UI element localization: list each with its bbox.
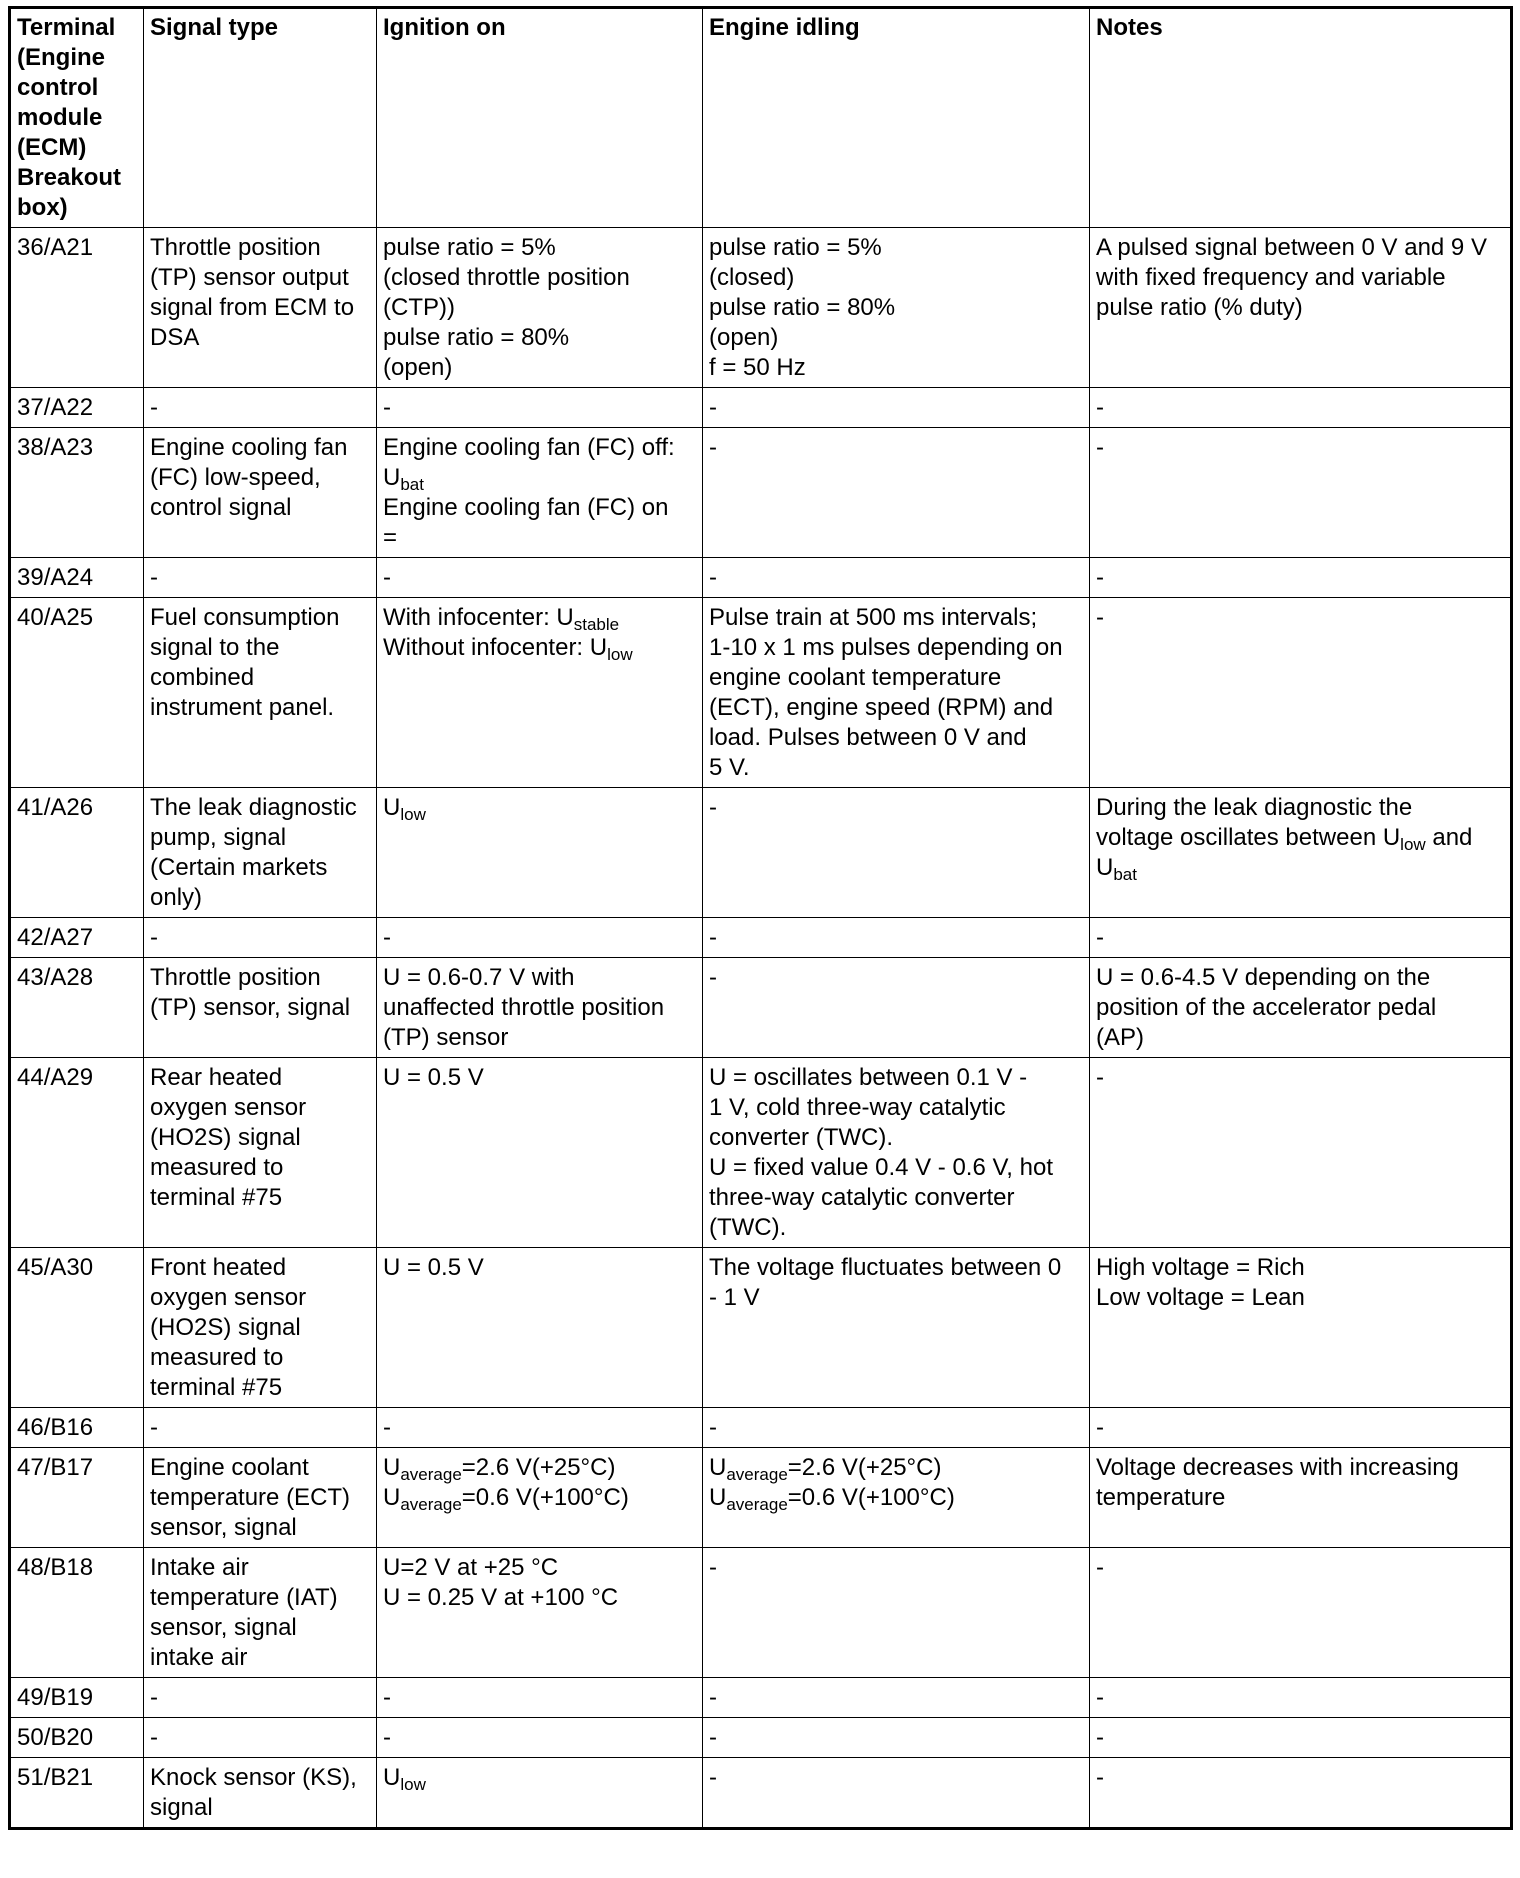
cell-signal-type xyxy=(144,1548,377,1678)
cell-line xyxy=(383,1483,696,1513)
cell-line: engine coolant temperature xyxy=(709,664,1002,691)
cell-line: - xyxy=(383,1684,391,1711)
cell-text: = xyxy=(383,524,398,551)
cell-line: - xyxy=(1096,1554,1104,1581)
cell-terminal: 49/B19 xyxy=(10,1678,144,1718)
cell-line: Intake air xyxy=(150,1554,249,1581)
cell-signal-type xyxy=(144,428,377,558)
cell-line: - 1 V xyxy=(709,1284,760,1311)
cell-notes xyxy=(1090,958,1512,1058)
cell-line: - xyxy=(709,1414,717,1441)
cell-terminal: 38/A23 xyxy=(10,428,144,558)
cell-text: U xyxy=(383,464,401,491)
cell-signal-type xyxy=(144,1408,377,1448)
cell-line: 1-10 x 1 ms pulses depending on xyxy=(709,634,1063,661)
cell-text: U xyxy=(709,1484,727,1511)
cell-signal-type xyxy=(144,1058,377,1248)
cell-line: temperature (ECT) xyxy=(150,1484,351,1511)
cell-notes xyxy=(1090,1248,1512,1408)
cell-engine-idling xyxy=(703,1548,1090,1678)
cell-line: signal from ECM to xyxy=(150,294,355,321)
cell-line: pulse ratio = 5% xyxy=(709,234,882,261)
cell-terminal: 46/B16 xyxy=(10,1408,144,1448)
cell-line: signal to the xyxy=(150,634,280,661)
cell-line: only) xyxy=(150,884,203,911)
cell-text: Engine cooling fan (FC) on xyxy=(383,494,669,521)
cell-notes xyxy=(1090,1058,1512,1248)
cell-terminal: 36/A21 xyxy=(10,228,144,388)
cell-notes xyxy=(1090,1548,1512,1678)
cell-terminal: 42/A27 xyxy=(10,918,144,958)
cell-signal-type xyxy=(144,228,377,388)
cell-signal-type xyxy=(144,1718,377,1758)
cell-line xyxy=(709,1453,1083,1483)
cell-line xyxy=(383,633,696,663)
cell-line: pulse ratio = 5% xyxy=(383,234,556,261)
cell-line: - xyxy=(1096,604,1104,631)
cell-line: - xyxy=(709,1724,717,1751)
cell-text: With infocenter: U xyxy=(383,604,574,631)
cell-line: U = 0.5 V xyxy=(383,1064,484,1091)
cell-line: - xyxy=(709,1684,717,1711)
subscript: low xyxy=(400,805,426,824)
cell-line: signal xyxy=(150,1794,213,1821)
cell-ignition-on xyxy=(377,1408,703,1448)
cell-line: U = 0.6-0.7 V with xyxy=(383,964,575,991)
cell-terminal: 48/B18 xyxy=(10,1548,144,1678)
cell-line: - xyxy=(383,1724,391,1751)
table-row xyxy=(10,228,1512,388)
table-row xyxy=(10,1448,1512,1548)
cell-text: U xyxy=(709,1454,727,1481)
subscript: average xyxy=(400,1465,462,1484)
table-row xyxy=(10,388,1512,428)
cell-line: DSA xyxy=(150,324,200,351)
table-row xyxy=(10,788,1512,918)
cell-line: (FC) low-speed, xyxy=(150,464,321,491)
cell-signal-type xyxy=(144,1248,377,1408)
table-row xyxy=(10,1548,1512,1678)
cell-line: (TP) sensor, signal xyxy=(150,994,351,1021)
cell-terminal: 47/B17 xyxy=(10,1448,144,1548)
subscript: average xyxy=(726,1495,788,1514)
cell-line: Fuel consumption xyxy=(150,604,340,631)
subscript: average xyxy=(726,1465,788,1484)
cell-text-after: =0.6 V(+100°C) xyxy=(787,1484,955,1511)
subscript: bat xyxy=(400,475,424,494)
cell-line: (TP) sensor xyxy=(383,1024,509,1051)
cell-line: - xyxy=(709,1554,717,1581)
table-row xyxy=(10,1248,1512,1408)
table-row xyxy=(10,558,1512,598)
cell-line: - xyxy=(150,1724,158,1751)
cell-line: terminal #75 xyxy=(150,1184,283,1211)
cell-engine-idling xyxy=(703,1448,1090,1548)
cell-line: U = 0.5 V xyxy=(383,1254,484,1281)
cell-line: - xyxy=(709,394,717,421)
cell-line: - xyxy=(150,564,158,591)
table-row xyxy=(10,1408,1512,1448)
cell-line: - xyxy=(150,394,158,421)
cell-line: position of the accelerator pedal xyxy=(1096,994,1437,1021)
cell-ignition-on xyxy=(377,1758,703,1829)
cell-terminal: 43/A28 xyxy=(10,958,144,1058)
cell-ignition-on xyxy=(377,958,703,1058)
cell-line: intake air xyxy=(150,1644,248,1671)
cell-line: (AP) xyxy=(1096,1024,1144,1051)
cell-line: - xyxy=(150,924,158,951)
subscript: low xyxy=(400,1775,426,1794)
cell-notes xyxy=(1090,918,1512,958)
cell-text: Without infocenter: U xyxy=(383,634,608,661)
cell-line xyxy=(383,793,696,823)
cell-line: pulse ratio = 80% xyxy=(709,294,896,321)
cell-notes xyxy=(1090,558,1512,598)
cell-notes xyxy=(1090,1408,1512,1448)
header-signal-type: Signal type xyxy=(144,8,377,228)
cell-line: Engine coolant xyxy=(150,1454,309,1481)
cell-terminal: 45/A30 xyxy=(10,1248,144,1408)
header-row xyxy=(10,8,1512,228)
cell-notes xyxy=(1090,228,1512,388)
cell-engine-idling xyxy=(703,788,1090,918)
cell-text: U xyxy=(383,1484,401,1511)
cell-engine-idling xyxy=(703,598,1090,788)
cell-signal-type xyxy=(144,1448,377,1548)
cell-engine-idling xyxy=(703,558,1090,598)
cell-line: (HO2S) signal xyxy=(150,1124,301,1151)
table-row xyxy=(10,1678,1512,1718)
cell-line xyxy=(383,603,696,633)
cell-line: - xyxy=(383,394,391,421)
cell-line: instrument panel. xyxy=(150,694,335,721)
table-row xyxy=(10,958,1512,1058)
cell-line: temperature xyxy=(1096,1484,1226,1511)
header-engine-idling: Engine idling xyxy=(703,8,1090,228)
cell-line: measured to xyxy=(150,1344,284,1371)
cell-line: control signal xyxy=(150,494,292,521)
cell-line xyxy=(383,1453,696,1483)
table-row xyxy=(10,1758,1512,1829)
cell-engine-idling xyxy=(703,958,1090,1058)
cell-notes xyxy=(1090,388,1512,428)
cell-line: U = 0.25 V at +100 °C xyxy=(383,1584,619,1611)
cell-line: - xyxy=(150,1414,158,1441)
cell-signal-type xyxy=(144,958,377,1058)
cell-line xyxy=(383,523,696,553)
cell-signal-type xyxy=(144,1758,377,1829)
cell-line xyxy=(1096,823,1504,853)
cell-notes xyxy=(1090,1718,1512,1758)
cell-engine-idling xyxy=(703,1058,1090,1248)
cell-line: (TP) sensor output xyxy=(150,264,349,291)
cell-line: (open) xyxy=(709,324,779,351)
cell-engine-idling xyxy=(703,1678,1090,1718)
cell-line: - xyxy=(1096,1414,1104,1441)
cell-line: A pulsed signal between 0 V and 9 V xyxy=(1096,234,1487,261)
cell-line: (TWC). xyxy=(709,1214,787,1241)
cell-line xyxy=(709,1483,1083,1513)
cell-line: - xyxy=(1096,1684,1104,1711)
cell-engine-idling xyxy=(703,1718,1090,1758)
cell-line: Rear heated xyxy=(150,1064,283,1091)
cell-text: voltage oscillates between U xyxy=(1096,824,1401,851)
cell-line: terminal #75 xyxy=(150,1374,283,1401)
cell-line: with fixed frequency and variable xyxy=(1096,264,1446,291)
cell-terminal: 51/B21 xyxy=(10,1758,144,1829)
cell-line: - xyxy=(709,794,717,821)
cell-terminal: 37/A22 xyxy=(10,388,144,428)
cell-signal-type xyxy=(144,918,377,958)
cell-line: oxygen sensor xyxy=(150,1284,307,1311)
cell-ignition-on xyxy=(377,598,703,788)
cell-line: - xyxy=(709,434,717,461)
cell-line: - xyxy=(709,924,717,951)
cell-line: - xyxy=(1096,1064,1104,1091)
cell-text-after: =0.6 V(+100°C) xyxy=(461,1484,629,1511)
cell-text: U xyxy=(383,794,401,821)
cell-ignition-on xyxy=(377,1248,703,1408)
cell-line xyxy=(383,1763,696,1793)
cell-line: Front heated xyxy=(150,1254,287,1281)
header-notes: Notes xyxy=(1090,8,1512,228)
cell-line: (closed throttle position xyxy=(383,264,630,291)
table-row xyxy=(10,1718,1512,1758)
cell-text: U xyxy=(383,1454,401,1481)
cell-line xyxy=(383,433,696,463)
cell-line: - xyxy=(709,964,717,991)
cell-signal-type xyxy=(144,788,377,918)
subscript: stable xyxy=(573,615,620,634)
cell-line: - xyxy=(709,1764,717,1791)
cell-line: oxygen sensor xyxy=(150,1094,307,1121)
cell-line: unaffected throttle position xyxy=(383,994,665,1021)
cell-ignition-on xyxy=(377,1058,703,1248)
cell-line: The leak diagnostic xyxy=(150,794,357,821)
cell-notes xyxy=(1090,598,1512,788)
cell-ignition-on xyxy=(377,228,703,388)
subscript: low xyxy=(607,645,633,664)
cell-engine-idling xyxy=(703,918,1090,958)
cell-notes xyxy=(1090,1448,1512,1548)
cell-line: combined xyxy=(150,664,255,691)
cell-line: - xyxy=(383,1414,391,1441)
cell-line xyxy=(383,493,696,523)
cell-ignition-on xyxy=(377,558,703,598)
cell-terminal: 44/A29 xyxy=(10,1058,144,1248)
cell-engine-idling xyxy=(703,428,1090,558)
cell-engine-idling xyxy=(703,1758,1090,1829)
cell-line: temperature (IAT) xyxy=(150,1584,338,1611)
table-row xyxy=(10,918,1512,958)
cell-line: High voltage = Rich xyxy=(1096,1254,1305,1281)
cell-line: U = oscillates between 0.1 V - xyxy=(709,1064,1028,1091)
cell-signal-type xyxy=(144,598,377,788)
cell-ignition-on xyxy=(377,918,703,958)
cell-line: - xyxy=(709,564,717,591)
cell-ignition-on xyxy=(377,1678,703,1718)
table-row xyxy=(10,428,1512,558)
cell-terminal: 41/A26 xyxy=(10,788,144,918)
cell-line: U = 0.6-4.5 V depending on the xyxy=(1096,964,1431,991)
cell-line: (ECT), engine speed (RPM) and xyxy=(709,694,1054,721)
cell-line: - xyxy=(1096,1764,1104,1791)
cell-line: - xyxy=(150,1684,158,1711)
cell-text-after: and xyxy=(1425,824,1473,851)
cell-line: three-way catalytic converter xyxy=(709,1184,1015,1211)
cell-notes xyxy=(1090,428,1512,558)
cell-line: - xyxy=(1096,1724,1104,1751)
cell-engine-idling xyxy=(703,1248,1090,1408)
cell-line: 1 V, cold three-way catalytic xyxy=(709,1094,1006,1121)
cell-line: Throttle position xyxy=(150,234,321,261)
table-row xyxy=(10,598,1512,788)
cell-line: Pulse train at 500 ms intervals; xyxy=(709,604,1038,631)
cell-line: measured to xyxy=(150,1154,284,1181)
cell-signal-type xyxy=(144,1678,377,1718)
cell-line: - xyxy=(1096,564,1104,591)
cell-text: U xyxy=(383,1764,401,1791)
header-terminal: Terminal (Engine control module (ECM) Breakout box) xyxy=(10,8,144,228)
cell-line: (Certain markets xyxy=(150,854,328,881)
cell-line: Low voltage = Lean xyxy=(1096,1284,1305,1311)
cell-ignition-on xyxy=(377,428,703,558)
ecm-terminal-table xyxy=(8,6,1513,1830)
cell-text: Engine cooling fan (FC) off: xyxy=(383,434,675,461)
cell-line xyxy=(383,463,696,493)
cell-engine-idling xyxy=(703,228,1090,388)
table-body xyxy=(10,228,1512,1829)
cell-line: Knock sensor (KS), xyxy=(150,1764,357,1791)
cell-engine-idling xyxy=(703,1408,1090,1448)
cell-line: - xyxy=(1096,394,1104,421)
cell-line: Throttle position xyxy=(150,964,321,991)
cell-notes xyxy=(1090,1758,1512,1829)
cell-terminal: 50/B20 xyxy=(10,1718,144,1758)
cell-line: Voltage decreases with increasing xyxy=(1096,1454,1459,1481)
subscript: average xyxy=(400,1495,462,1514)
header-ignition-on: Ignition on xyxy=(377,8,703,228)
cell-line: (open) xyxy=(383,354,453,381)
cell-line: - xyxy=(1096,924,1104,951)
cell-ignition-on xyxy=(377,1548,703,1678)
cell-line: (CTP)) xyxy=(383,294,455,321)
cell-notes xyxy=(1090,788,1512,918)
cell-line: sensor, signal xyxy=(150,1614,297,1641)
cell-line: U=2 V at +25 °C xyxy=(383,1554,559,1581)
cell-line: - xyxy=(383,564,391,591)
cell-line: The voltage fluctuates between 0 xyxy=(709,1254,1062,1281)
subscript: bat xyxy=(1113,865,1137,884)
cell-line: - xyxy=(383,924,391,951)
cell-notes xyxy=(1090,1678,1512,1718)
cell-line: Engine cooling fan xyxy=(150,434,348,461)
cell-line: pulse ratio = 80% xyxy=(383,324,570,351)
cell-text: U xyxy=(1096,854,1114,881)
cell-line: pulse ratio (% duty) xyxy=(1096,294,1303,321)
cell-terminal: 40/A25 xyxy=(10,598,144,788)
cell-line xyxy=(1096,793,1504,823)
cell-line: sensor, signal xyxy=(150,1514,297,1541)
cell-line: load. Pulses between 0 V and xyxy=(709,724,1027,751)
cell-line: f = 50 Hz xyxy=(709,354,806,381)
cell-text: During the leak diagnostic the xyxy=(1096,794,1413,821)
cell-line: U = fixed value 0.4 V - 0.6 V, hot xyxy=(709,1154,1053,1181)
subscript: low xyxy=(1400,835,1426,854)
cell-line: - xyxy=(1096,434,1104,461)
cell-signal-type xyxy=(144,558,377,598)
cell-line: 5 V. xyxy=(709,754,750,781)
cell-terminal: 39/A24 xyxy=(10,558,144,598)
cell-line: pump, signal xyxy=(150,824,287,851)
table-row xyxy=(10,1058,1512,1248)
cell-ignition-on xyxy=(377,788,703,918)
cell-ignition-on xyxy=(377,388,703,428)
cell-signal-type xyxy=(144,388,377,428)
cell-line: (HO2S) signal xyxy=(150,1314,301,1341)
cell-ignition-on xyxy=(377,1448,703,1548)
cell-line: converter (TWC). xyxy=(709,1124,894,1151)
cell-line: (closed) xyxy=(709,264,795,291)
cell-text-after: =2.6 V(+25°C) xyxy=(787,1454,942,1481)
cell-text-after: =2.6 V(+25°C) xyxy=(461,1454,616,1481)
cell-ignition-on xyxy=(377,1718,703,1758)
cell-line xyxy=(1096,853,1504,883)
cell-engine-idling xyxy=(703,388,1090,428)
